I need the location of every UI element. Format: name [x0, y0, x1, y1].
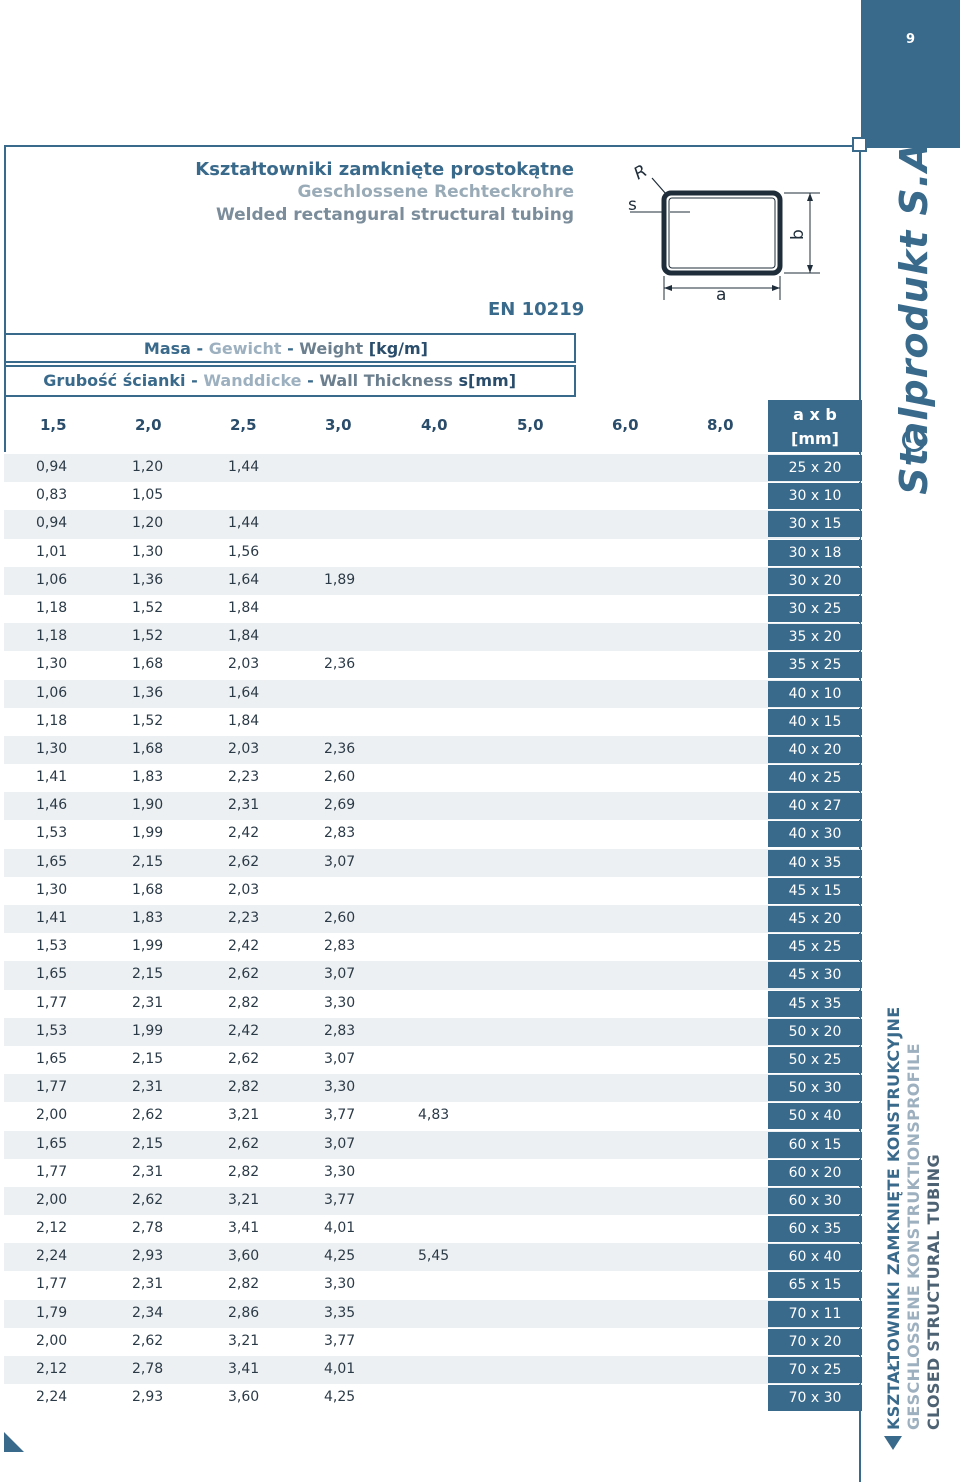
mass-cell: 3,77 [324, 1107, 356, 1124]
logo-text: Stalprodukt S.A. [892, 125, 936, 495]
mass-cell: 1,30 [36, 881, 68, 898]
table-row [4, 1271, 860, 1299]
column-header: 6,0 [612, 416, 639, 434]
tube-outline [664, 193, 780, 273]
mass-cell: 2,15 [132, 1135, 164, 1152]
size-cell: 60 x 20 [768, 1160, 862, 1186]
mass-cell: 2,42 [228, 938, 260, 955]
mass-cell: 2,23 [228, 769, 260, 786]
mass-cell: 2,24 [36, 1389, 68, 1406]
mass-cell: 2,83 [324, 825, 356, 842]
mass-cell: 2,78 [132, 1220, 164, 1237]
mass-cell: 1,52 [132, 712, 164, 729]
mass-cell: 2,62 [228, 966, 260, 983]
table-row [4, 820, 860, 848]
mass-cell: 1,65 [36, 1135, 68, 1152]
table-row [4, 454, 860, 482]
mass-cell: 3,30 [324, 1276, 356, 1293]
size-cell: 60 x 15 [768, 1132, 862, 1158]
mass-cell: 1,99 [132, 1022, 164, 1039]
mass-cell: 1,77 [36, 1079, 68, 1096]
mass-cell: 1,46 [36, 797, 68, 814]
mass-cell: 1,44 [228, 515, 260, 532]
mass-cell: 1,65 [36, 966, 68, 983]
size-cell: 50 x 40 [768, 1103, 862, 1129]
column-header: 3,0 [325, 416, 352, 434]
size-cell: 70 x 20 [768, 1329, 862, 1355]
mass-cell: 1,06 [36, 684, 68, 701]
size-cell: 50 x 30 [768, 1075, 862, 1101]
mass-cell: 1,36 [132, 684, 164, 701]
size-cell: 40 x 25 [768, 765, 862, 791]
mass-cell: 2,62 [132, 1107, 164, 1124]
mass-cell: 3,77 [324, 1332, 356, 1349]
mass-cell: 3,21 [228, 1332, 260, 1349]
table-row [4, 1131, 860, 1159]
size-cell: 50 x 25 [768, 1047, 862, 1073]
mass-cell: 2,62 [228, 1050, 260, 1067]
mass-cell: 1,44 [228, 459, 260, 475]
mass-cell: 3,35 [324, 1304, 356, 1321]
mass-cell: 2,15 [132, 966, 164, 983]
mass-cell: 3,07 [324, 1050, 356, 1067]
mass-cell: 1,68 [132, 881, 164, 898]
size-cell: 35 x 25 [768, 652, 862, 678]
size-cell: 45 x 30 [768, 962, 862, 988]
mass-cell: 2,60 [324, 910, 356, 926]
norm-label: EN 10219 [488, 299, 585, 320]
mass-cell: 1,68 [132, 656, 164, 673]
mass-cell: 0,94 [36, 515, 68, 532]
mass-cell: 3,21 [228, 1107, 260, 1124]
arrow-b-top-icon [807, 193, 813, 201]
table-row [4, 933, 860, 961]
triangle-arrow-icon [884, 1436, 902, 1450]
mass-cell: 2,31 [132, 1276, 164, 1293]
mass-cell: 0,83 [36, 487, 68, 504]
mass-cell: 1,41 [36, 910, 68, 926]
mass-cell: 1,06 [36, 571, 68, 588]
mass-cell: 1,65 [36, 1050, 68, 1067]
table-row [4, 877, 860, 905]
mass-cell: 1,53 [36, 1022, 68, 1039]
mass-cell: 2,31 [228, 797, 260, 814]
mass-cell: 2,31 [132, 994, 164, 1011]
mass-cell: 4,25 [324, 1248, 356, 1265]
mass-cell: 1,30 [36, 740, 68, 757]
column-header: 4,0 [421, 416, 448, 434]
size-cell: 40 x 35 [768, 850, 862, 876]
mass-cell: 2,83 [324, 1022, 356, 1039]
mass-cell: 1,01 [36, 543, 68, 560]
mass-cell: 3,30 [324, 1163, 356, 1180]
mass-cell: 1,18 [36, 599, 68, 616]
table-row [4, 764, 860, 792]
mass-cell: 3,30 [324, 1079, 356, 1096]
size-cell: 40 x 30 [768, 821, 862, 847]
mass-cell: 2,03 [228, 740, 260, 757]
mass-cell: 4,01 [324, 1361, 356, 1377]
mass-cell: 2,62 [132, 1191, 164, 1208]
table-row [4, 1328, 860, 1356]
label-r: R [630, 161, 651, 185]
size-cell: 30 x 15 [768, 511, 862, 537]
mass-cell: 1,83 [132, 769, 164, 786]
table-row [4, 1018, 860, 1046]
mass-cell: 3,41 [228, 1220, 260, 1237]
cross-section-diagram [600, 160, 840, 310]
column-header: 2,0 [135, 416, 162, 434]
table-row [4, 1300, 860, 1328]
tube-inner [669, 198, 775, 268]
mass-cell: 1,99 [132, 938, 164, 955]
mass-cell: 2,82 [228, 1276, 260, 1293]
mass-cell: 2,12 [36, 1220, 68, 1237]
mass-cell: 1,79 [36, 1304, 68, 1321]
mass-cell: 3,41 [228, 1361, 260, 1377]
size-cell: 70 x 30 [768, 1385, 862, 1411]
size-cell: 40 x 10 [768, 681, 862, 707]
mass-cell: 2,82 [228, 1163, 260, 1180]
mass-cell: 1,20 [132, 515, 164, 532]
size-cell: 30 x 25 [768, 596, 862, 622]
size-cell: 40 x 20 [768, 737, 862, 763]
label-b: b [788, 229, 808, 240]
mass-cell: 1,53 [36, 938, 68, 955]
mass-cell: 1,90 [132, 797, 164, 814]
mass-cell: 2,23 [228, 910, 260, 926]
table-row [4, 849, 860, 877]
column-header: 5,0 [517, 416, 544, 434]
mass-cell: 2,03 [228, 656, 260, 673]
size-cell: 45 x 25 [768, 934, 862, 960]
table-row [4, 482, 860, 510]
mass-cell: 1,18 [36, 712, 68, 729]
size-cell: 50 x 20 [768, 1019, 862, 1045]
table-row [4, 595, 860, 623]
mass-cell: 2,62 [228, 853, 260, 870]
table-row [4, 680, 860, 708]
mass-cell: 3,07 [324, 966, 356, 983]
mass-cell: 1,52 [132, 599, 164, 616]
side-caption-pl: KSZTAŁTOWNIKI ZAMKNIĘTE KONSTRUKCYJNE [884, 1006, 903, 1430]
mass-cell: 1,68 [132, 740, 164, 757]
table-row [4, 651, 860, 679]
column-header: 2,5 [230, 416, 257, 434]
size-cell: 35 x 20 [768, 624, 862, 650]
mass-cell: 1,52 [132, 628, 164, 645]
table-row [4, 567, 860, 595]
mass-cell: 2,24 [36, 1248, 68, 1265]
mass-cell: 2,42 [228, 1022, 260, 1039]
mass-cell: 4,01 [324, 1220, 356, 1237]
size-cell: 65 x 15 [768, 1272, 862, 1298]
table-row [4, 905, 860, 933]
mass-cell: 2,83 [324, 938, 356, 955]
mass-cell: 5,45 [418, 1248, 450, 1265]
mass-label: Masa - Gewicht - Weight [kg/m] [143, 339, 428, 358]
mass-cell: 1,89 [324, 571, 356, 588]
mass-cell: 2,93 [132, 1248, 164, 1265]
mass-cell: 3,30 [324, 994, 356, 1011]
size-cell: 70 x 11 [768, 1301, 862, 1327]
mass-cell: 2,00 [36, 1332, 68, 1349]
mass-cell: 3,21 [228, 1191, 260, 1208]
mass-cell: 1,56 [228, 543, 260, 560]
mass-cell: 4,83 [418, 1107, 450, 1124]
mass-cell: 2,42 [228, 825, 260, 842]
size-cell: 30 x 18 [768, 540, 862, 566]
logo-mark-icon [902, 428, 926, 452]
mass-cell: 2,34 [132, 1304, 164, 1321]
mass-cell: 4,25 [324, 1389, 356, 1406]
table-row [4, 1046, 860, 1074]
mass-cell: 1,84 [228, 712, 260, 729]
page-number: 9 [905, 32, 916, 47]
mass-cell: 3,07 [324, 853, 356, 870]
table-row [4, 1215, 860, 1243]
label-a: a [716, 285, 727, 305]
table-row [4, 736, 860, 764]
mass-cell: 2,36 [324, 656, 356, 673]
size-column-header: a x b [mm] [768, 400, 862, 452]
label-s: s [628, 195, 637, 215]
mass-cell: 3,60 [228, 1389, 260, 1406]
size-cell: 25 x 20 [768, 455, 862, 481]
table-header [4, 400, 860, 452]
company-logo [868, 125, 958, 495]
arrow-a-right-icon [772, 285, 780, 291]
table-row [4, 1074, 860, 1102]
mass-cell: 2,60 [324, 769, 356, 786]
title-german: Geschlossene Rechteckrohre [297, 182, 574, 202]
mass-label-box [4, 333, 576, 363]
corner-triangle-icon [4, 1432, 24, 1452]
table-row [4, 1384, 860, 1412]
mass-cell: 1,83 [132, 910, 164, 926]
mass-cell: 2,03 [228, 881, 260, 898]
mass-cell: 0,94 [36, 459, 68, 475]
radius-leader [652, 178, 666, 194]
thickness-label: Grubość ścianki - Wanddicke - Wall Thickness s[mm] [43, 371, 516, 390]
size-cell: 45 x 15 [768, 878, 862, 904]
column-header: 8,0 [707, 416, 734, 434]
mass-cell: 2,15 [132, 853, 164, 870]
mass-cell: 1,64 [228, 571, 260, 588]
mass-cell: 1,84 [228, 628, 260, 645]
header-top-rule [4, 145, 859, 147]
mass-cell: 2,15 [132, 1050, 164, 1067]
table-row [4, 708, 860, 736]
size-cell: 60 x 35 [768, 1216, 862, 1242]
mass-cell: 2,69 [324, 797, 356, 814]
mass-cell: 2,82 [228, 1079, 260, 1096]
size-cell: 60 x 30 [768, 1188, 862, 1214]
mass-cell: 2,00 [36, 1107, 68, 1124]
table-row [4, 1102, 860, 1130]
table-row [4, 961, 860, 989]
mass-cell: 3,07 [324, 1135, 356, 1152]
mass-cell: 2,62 [228, 1135, 260, 1152]
mass-cell: 2,36 [324, 740, 356, 757]
mass-cell: 1,20 [132, 459, 164, 475]
arrow-a-left-icon [664, 285, 672, 291]
table-row [4, 1356, 860, 1384]
thickness-label-box [4, 365, 576, 397]
table-row [4, 792, 860, 820]
size-cell: 45 x 20 [768, 906, 862, 932]
mass-cell: 2,86 [228, 1304, 260, 1321]
mass-cell: 1,77 [36, 1276, 68, 1293]
mass-cell: 1,18 [36, 628, 68, 645]
arrow-b-bottom-icon [807, 265, 813, 273]
mass-cell: 2,12 [36, 1361, 68, 1377]
table-row [4, 510, 860, 538]
mass-cell: 2,31 [132, 1079, 164, 1096]
mass-cell: 1,77 [36, 1163, 68, 1180]
corner-marker [852, 137, 867, 152]
mass-cell: 2,00 [36, 1191, 68, 1208]
mass-cell: 2,93 [132, 1389, 164, 1406]
mass-cell: 1,99 [132, 825, 164, 842]
mass-cell: 1,53 [36, 825, 68, 842]
table-row [4, 1159, 860, 1187]
side-caption-en: CLOSED STRUCTURAL TUBING [924, 1154, 943, 1430]
table-row [4, 623, 860, 651]
mass-cell: 3,77 [324, 1191, 356, 1208]
mass-cell: 1,84 [228, 599, 260, 616]
mass-cell: 1,30 [132, 543, 164, 560]
size-cell: 30 x 10 [768, 483, 862, 509]
mass-cell: 1,36 [132, 571, 164, 588]
size-cell: 60 x 40 [768, 1244, 862, 1270]
mass-cell: 2,78 [132, 1361, 164, 1377]
title-english: Welded rectangural structural tubing [216, 205, 574, 225]
table-row [4, 1187, 860, 1215]
mass-cell: 3,60 [228, 1248, 260, 1265]
table-row [4, 990, 860, 1018]
size-cell: 40 x 15 [768, 709, 862, 735]
mass-cell: 2,31 [132, 1163, 164, 1180]
size-cell: 40 x 27 [768, 793, 862, 819]
size-cell: 30 x 20 [768, 568, 862, 594]
table-body [4, 454, 860, 1412]
mass-cell: 1,30 [36, 656, 68, 673]
column-header: 1,5 [40, 416, 67, 434]
table-row [4, 1243, 860, 1271]
mass-cell: 1,65 [36, 853, 68, 870]
mass-cell: 1,77 [36, 994, 68, 1011]
size-cell: 70 x 25 [768, 1357, 862, 1383]
side-caption-de: GESCHLOSSENE KONSTRUKTIONSPROFILE [904, 1043, 923, 1430]
size-cell: 45 x 35 [768, 991, 862, 1017]
mass-cell: 1,05 [132, 487, 164, 504]
table-row [4, 539, 860, 567]
mass-cell: 2,62 [132, 1332, 164, 1349]
mass-cell: 2,82 [228, 994, 260, 1011]
mass-cell: 1,64 [228, 684, 260, 701]
mass-cell: 1,41 [36, 769, 68, 786]
title-polish: Kształtowniki zamknięte prostokątne [195, 159, 574, 180]
